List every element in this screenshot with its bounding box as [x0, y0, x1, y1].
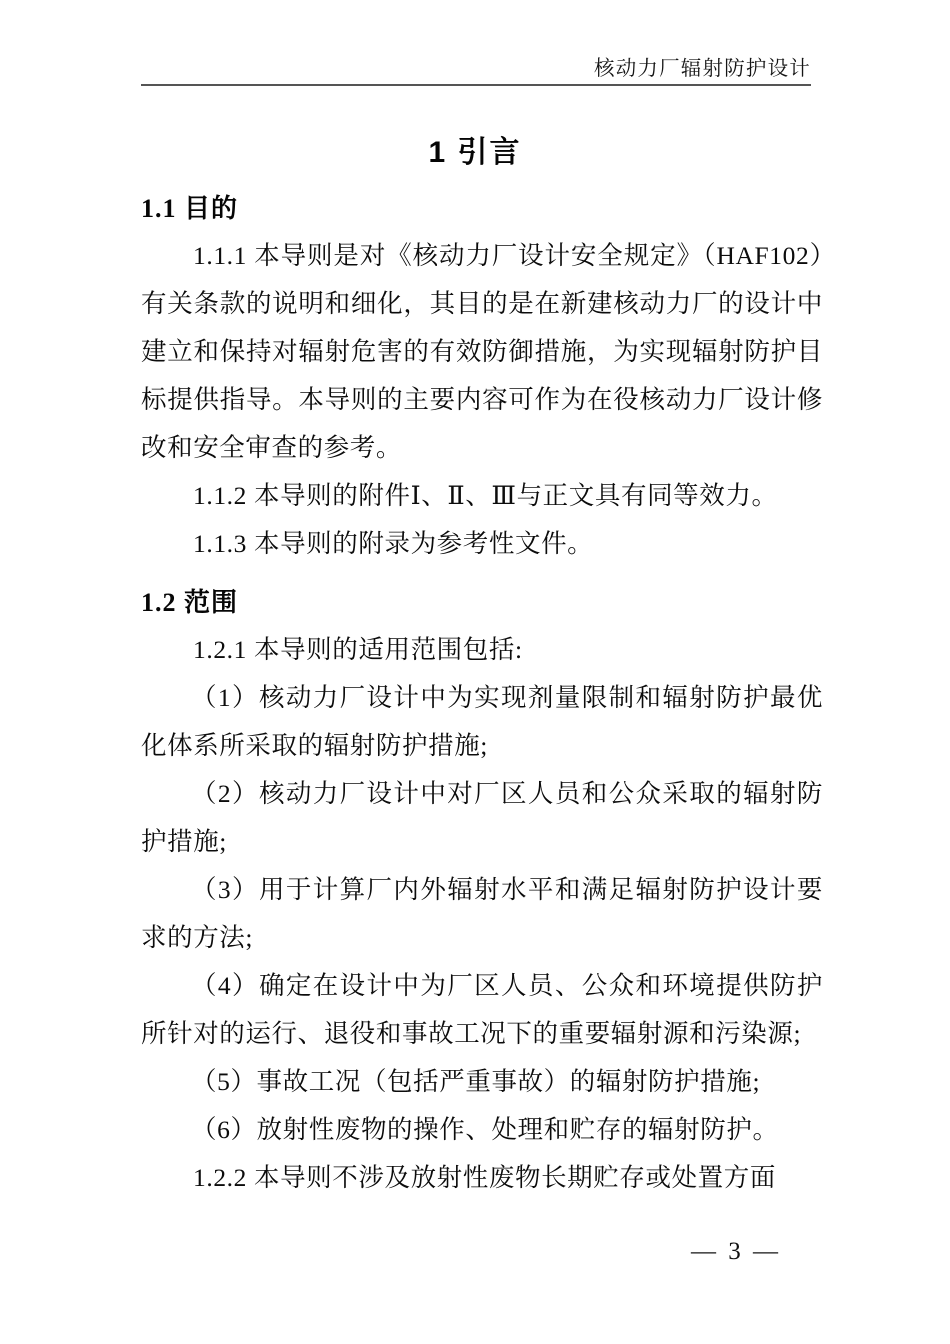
header-divider	[141, 84, 811, 86]
paragraph-1-2-2: 1.2.2 本导则不涉及放射性废物长期贮存或处置方面	[193, 1163, 776, 1192]
paragraph-1-1-2: 1.1.2 本导则的附件Ⅰ、Ⅱ、Ⅲ与正文具有同等效力。	[193, 481, 778, 510]
paragraph-1-2-1: 1.2.1 本导则的适用范围包括:	[193, 635, 523, 664]
page-number-footer: — 3 —	[691, 1238, 781, 1265]
paragraph-1-1-3: 1.1.3 本导则的附录为参考性文件。	[193, 529, 594, 558]
list-item-6: （6）放射性废物的操作、处理和贮存的辐射防护。	[191, 1115, 779, 1144]
running-header	[141, 56, 811, 86]
paragraph-1-1-1: 1.1.1 本导则是对《核动力厂设计安全规定》（HAF102）有关条款的说明和细化，其目的是在新建核动力厂的设计中建立和保持对辐射危害的有效防御措施，为实现辐射防护目标提供指导。本导则的主要内容可作为在役核动力厂设计修改和安全审查的参考。	[141, 241, 823, 462]
list-item-5: （5）事故工况（包括严重事故）的辐射防护措施;	[191, 1067, 761, 1096]
page-title: 1 引言	[428, 136, 522, 169]
running-header-text: 核动力厂辐射防护设计	[594, 58, 811, 80]
list-item-4: （4）确定在设计中为厂区人员、公众和环境提供防护所针对的运行、退役和事故工况下的重要辐射源和污染源;	[141, 971, 823, 1048]
list-item-3: （3）用于计算厂内外辐射水平和满足辐射防护设计要求的方法;	[141, 875, 823, 952]
list-item-1: （1）核动力厂设计中为实现剂量限制和辐射防护最优化体系所采取的辐射防护措施;	[141, 683, 823, 760]
section-heading-1-2: 1.2 范围	[141, 588, 239, 617]
list-item-2: （2）核动力厂设计中对厂区人员和公众采取的辐射防护措施;	[141, 779, 823, 856]
document-body	[141, 186, 823, 1202]
section-heading-1-1: 1.1 目的	[141, 194, 239, 223]
